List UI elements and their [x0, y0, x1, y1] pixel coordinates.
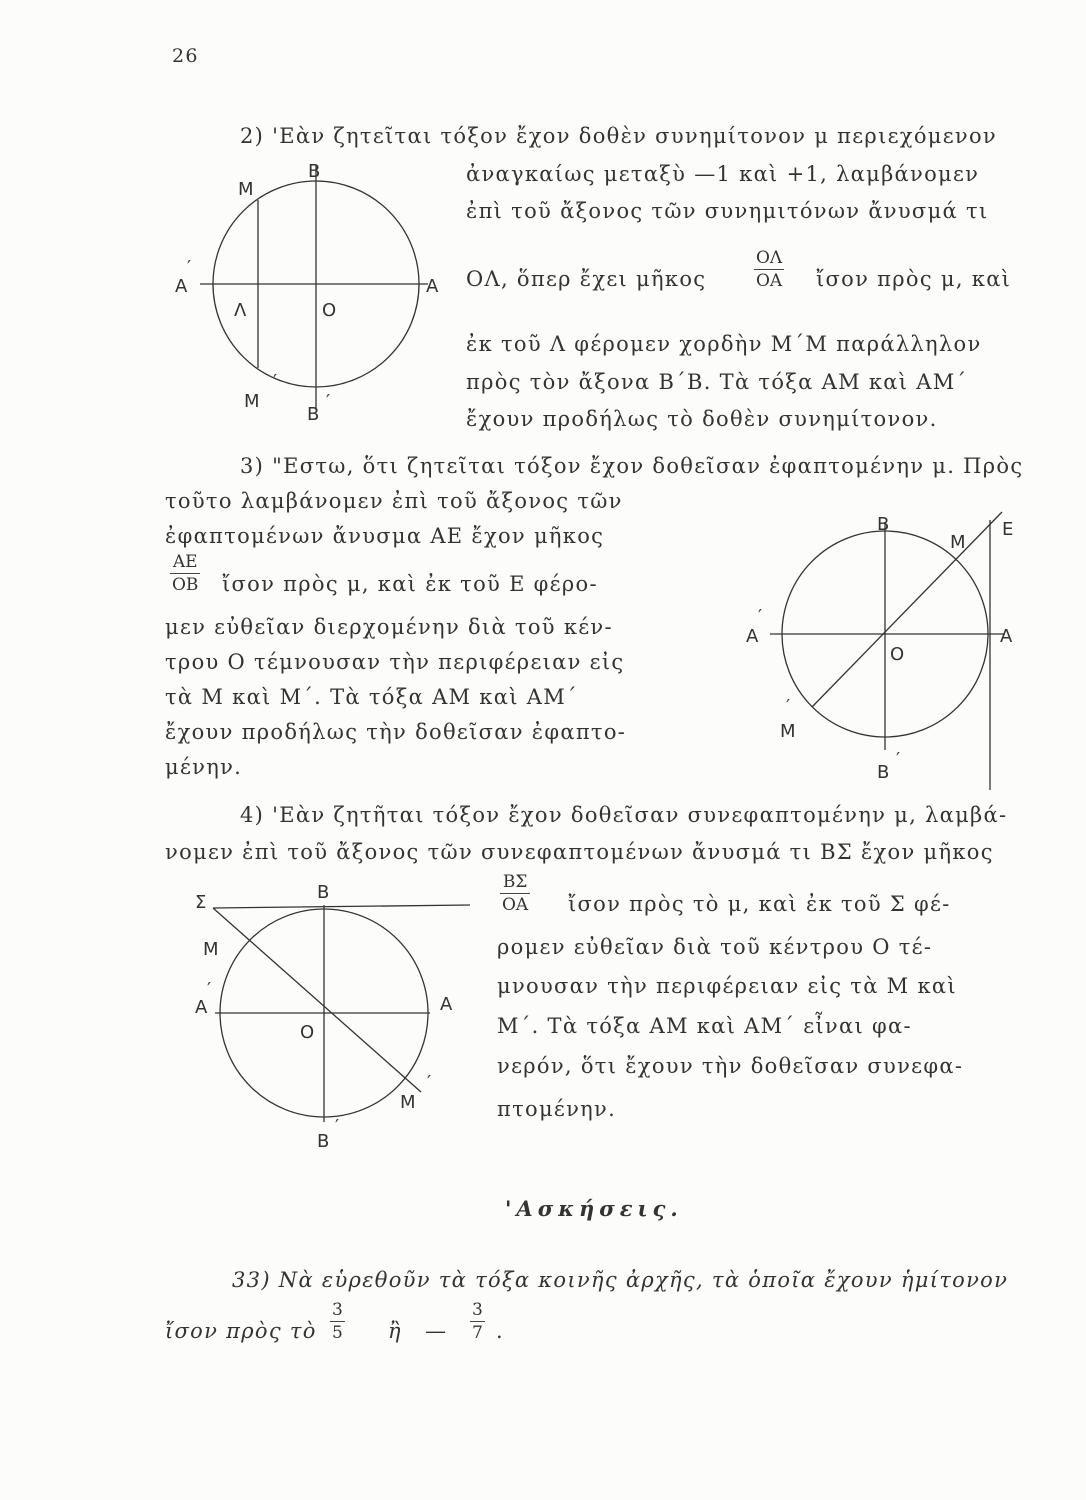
page-number: 26 — [172, 45, 199, 67]
s3-line-7: τὰ Μ καὶ Μ΄. Τὰ τόξα ΑΜ καὶ ΑΜ΄ — [165, 685, 578, 709]
s3-label-m-prime: M — [780, 721, 796, 742]
s2-line-6: πρὸς τὸν ἄξονα Β΄Β. Τὰ τόξα ΑΜ καὶ ΑΜ΄ — [466, 370, 968, 394]
s2-label-lambda: Λ — [234, 300, 247, 321]
s3-fraction-numerator: ΑΕ — [172, 552, 198, 572]
s3-label-a-prime-mark: ′ — [758, 606, 763, 627]
exercise-33-period: . — [496, 1319, 504, 1343]
s2-fraction-bar — [754, 269, 784, 270]
s4-label-a-prime: A — [195, 997, 208, 1018]
fraction-1-numerator: 3 — [332, 1300, 343, 1320]
s3-line-9: μένην. — [165, 755, 243, 779]
fraction-2-bar — [470, 1321, 485, 1322]
s4-line-6: Μ΄. Τὰ τόξα ΑΜ καὶ ΑΜ΄ εἶναι φα- — [497, 1014, 912, 1038]
s3-label-b-prime: B — [877, 762, 890, 783]
s3-figure — [740, 500, 1050, 800]
s4-fraction-bar — [500, 893, 530, 894]
s4-line-3: ἴσον πρὸς τὸ μ, καὶ ἐκ τοῦ Σ φέ- — [568, 892, 951, 916]
s4-label-b: B — [317, 882, 330, 903]
s4-line-7: νερόν, ὅτι ἔχουν τὴν δοθεῖσαν συνεφα- — [497, 1054, 964, 1078]
s3-fraction-bar — [170, 573, 200, 574]
fraction-2-numerator: 3 — [472, 1300, 483, 1320]
s4-label-sigma: Σ — [195, 892, 207, 913]
s3-line-3: ἐφαπτομένων ἄνυσμα ΑΕ ἔχον μῆκος — [165, 524, 605, 548]
s4-label-a-prime-mark: ′ — [207, 979, 212, 1000]
s2-label-b: B — [308, 161, 321, 182]
exercise-33-fraction-2 — [470, 1300, 485, 1343]
s2-fraction — [754, 248, 784, 291]
exercise-33-or: ἢ — [388, 1319, 402, 1343]
exercise-33-line-1: 33) Νὰ εὑρεθοῦν τὰ τόξα κοινῆς ἀρχῆς, τὰ ὁποῖα ἔχουν ἡμίτονον — [232, 1268, 1009, 1292]
s2-label-a: A — [426, 276, 439, 297]
s4-line-1: 4) 'Εὰν ζητῆται τόξον ἔχον δοθεῖσαν συνεφαπτομένην μ, λαμβά- — [240, 803, 1008, 827]
s4-label-m-prime: M — [400, 1092, 416, 1113]
s2-line-7: ἔχουν προδήλως τὸ δοθὲν συνημίτονον. — [466, 407, 938, 431]
s2-label-o: O — [322, 300, 337, 321]
s4-cotangent-line — [213, 905, 470, 908]
s3-label-o: O — [890, 644, 905, 665]
s2-label-a-prime-mark: ′ — [187, 257, 192, 278]
s3-line-2: τοῦτο λαμβάνομεν ἐπὶ τοῦ ἄξονος τῶν — [165, 489, 623, 513]
s4-label-o: O — [300, 1022, 315, 1043]
s2-label-m-prime-mark: ′ — [273, 371, 278, 392]
s3-line-8: ἔχουν προδήλως τὴν δοθεῖσαν ἐφαπτο- — [165, 720, 627, 744]
s2-line-1: 2) 'Εὰν ζητεῖται τόξον ἔχον δοθὲν συνημίτονον μ περιεχόμενον — [240, 124, 997, 148]
s2-label-b-prime-mark: ′ — [326, 391, 331, 412]
s3-label-a: A — [1000, 626, 1013, 647]
s4-fraction-numerator: ΒΣ — [502, 872, 528, 892]
s2-figure — [170, 155, 450, 435]
exercise-33-fraction-1 — [330, 1300, 345, 1343]
s4-figure — [195, 870, 485, 1170]
s2-line-5: ἐκ τοῦ Λ φέρομεν χορδὴν Μ΄Μ παράλληλον — [466, 332, 982, 356]
s4-secant-line — [213, 908, 421, 1092]
s4-label-b-prime: B — [317, 1131, 330, 1152]
s3-fraction-denominator: ΟΒ — [172, 575, 199, 595]
s4-line-2: νομεν ἐπὶ τοῦ ἄξονος τῶν συνεφαπτομένων ἄνυσμά τι ΒΣ ἔχον μῆκος — [165, 840, 994, 864]
s3-line-5: μεν εὐθεῖαν διερχομένην διὰ τοῦ κέν- — [165, 615, 613, 639]
fraction-1-bar — [330, 1321, 345, 1322]
s3-label-b-prime-mark: ′ — [896, 749, 901, 770]
s2-fraction-numerator: ΟΛ — [756, 248, 783, 268]
s3-label-e: E — [1002, 519, 1014, 540]
s2-label-m: M — [238, 179, 254, 200]
exercises-heading: 'Ασκήσεις. — [505, 1196, 683, 1221]
s4-line-8: πτομένην. — [497, 1097, 617, 1121]
fraction-1-denominator: 5 — [332, 1323, 343, 1343]
s3-line-4: ἴσον πρὸς μ, καὶ ἐκ τοῦ Ε φέρο- — [222, 572, 598, 596]
s2-fraction-denominator: ΟΑ — [756, 271, 783, 291]
exercise-33-minus: — — [425, 1319, 448, 1343]
fraction-2-denominator: 7 — [472, 1323, 483, 1343]
s2-line-2: ἀναγκαίως μεταξὺ —1 καὶ +1, λαμβάνομεν — [466, 162, 980, 186]
s2-line-3: ἐπὶ τοῦ ἄξονος τῶν συνημιτόνων ἄνυσμά τι — [466, 199, 989, 223]
s3-label-b: B — [877, 514, 890, 535]
s2-label-a-prime: A — [175, 276, 188, 297]
s2-line-4a: ΟΛ, ὅπερ ἔχει μῆκος — [466, 267, 707, 291]
s2-label-m-prime: M — [244, 391, 260, 412]
s3-fraction — [170, 552, 200, 595]
s4-label-a: A — [440, 994, 453, 1015]
s4-label-b-prime-mark: ′ — [335, 1116, 340, 1137]
s4-fraction-denominator: ΟΑ — [502, 895, 529, 915]
s4-fraction — [500, 872, 530, 915]
s4-line-4: ρομεν εὐθεῖαν διὰ τοῦ κέντρου Ο τέ- — [497, 935, 933, 959]
s4-label-m-prime-mark: ′ — [427, 1072, 432, 1093]
s2-label-b-prime: B — [307, 404, 320, 425]
exercise-33-line-2: ἴσον πρὸς τὸ — [165, 1319, 317, 1343]
s3-line-6: τρου Ο τέμνουσαν τὴν περιφέρειαν εἰς — [165, 650, 625, 674]
s3-label-m-prime-mark: ′ — [786, 696, 791, 717]
s4-label-m: M — [203, 939, 219, 960]
s3-line-1: 3) "Εστω, ὅτι ζητεῖται τόξον ἔχον δοθεῖσαν ἐφαπτομένην μ. Πρὸς — [240, 454, 1024, 478]
s3-label-m: M — [950, 532, 966, 553]
s2-line-4b: ἴσον πρὸς μ, καὶ — [816, 267, 1012, 291]
s4-line-5: μνουσαν τὴν περιφέρειαν εἰς τὰ Μ καὶ — [497, 974, 957, 998]
s3-label-a-prime: A — [746, 626, 759, 647]
